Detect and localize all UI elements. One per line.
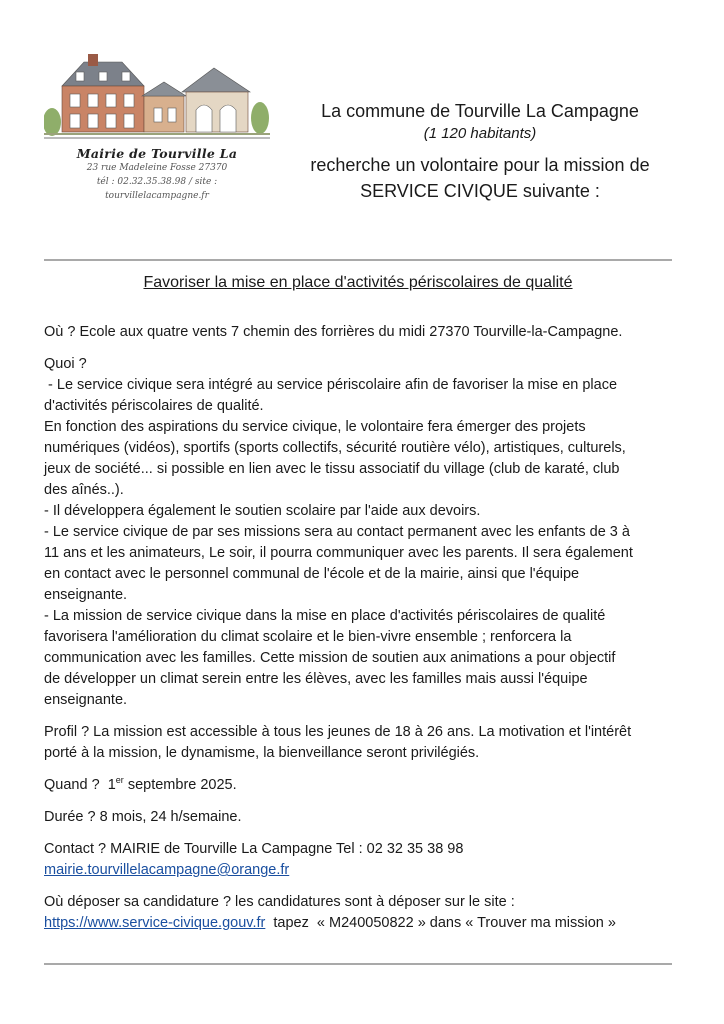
what-line: jeux de société... si possible en lien avec le tissu associatif du village (club de karaté, club	[44, 461, 620, 477]
what-line: en contact avec le personnel communal de l'école et de la mairie, ainsi que l'équipe	[44, 566, 580, 582]
what-line: - La mission de service civique dans la mise en place d'activités périscolaires de qualité	[44, 608, 606, 624]
what-line: enseignante.	[44, 692, 128, 708]
what-line: d'activités périscolaires de qualité.	[44, 398, 264, 414]
town-hall-illustration	[44, 52, 270, 140]
commune-title: La commune de Tourville La Campagne	[321, 101, 639, 121]
application-text: les candidatures sont à déposer sur le site :	[235, 894, 515, 910]
town-hall-phone: tél : 02.32.35.38.98 / site :	[96, 177, 218, 187]
location-label: Où ?	[44, 324, 76, 340]
profile-label: Profil ?	[44, 724, 90, 740]
when-label: Quand ?	[44, 777, 100, 793]
town-hall-drawing	[44, 52, 270, 140]
town-hall-info	[44, 146, 270, 203]
announcement-header	[280, 98, 680, 204]
service-civique-line: SERVICE CIVIQUE suivante :	[360, 181, 600, 201]
town-hall-name: Mairie de Tourville La	[76, 146, 238, 161]
location-text: Ecole aux quatre vents 7 chemin des forrières du midi 27370 Tourville-la-Campagne.	[79, 324, 623, 340]
contact-text: MAIRIE de Tourville La Campagne Tel : 02 32 35 38 98	[110, 841, 464, 857]
what-line: enseignante.	[44, 587, 128, 603]
what-line: - Il développera également le soutien scolaire par l'aide aux devoirs.	[44, 503, 481, 519]
contact-email-link[interactable]: mairie.tourvillelacampagne@orange.fr	[44, 862, 290, 878]
profile-text-1: La mission est accessible à tous les jeunes de 18 à 26 ans. La motivation et l'intérêt	[93, 724, 632, 740]
what-line: numériques (vidéos), sportifs (sports collectifs, sécurité routière vélo), artistiques, culturels,	[44, 440, 626, 456]
what-line: - Le service civique de par ses missions sera au contact permanent avec les enfants de 3 à	[44, 524, 630, 540]
what-lines	[44, 375, 684, 711]
town-hall-website: tourvillelacampagne.fr	[105, 191, 209, 201]
what-line: des aînés..).	[44, 482, 124, 498]
duration-label: Durée ?	[44, 809, 96, 825]
what-line: 11 ans et les animateurs, Le soir, il pourra communiquer avec les parents. Il sera également	[44, 545, 633, 561]
what-label: Quoi ?	[44, 356, 87, 372]
what-line: - Le service civique sera intégré au service périscolaire afin de favoriser la mise en place	[44, 377, 618, 393]
bottom-divider	[44, 963, 672, 965]
what-line: communication avec les familles. Cette mission de soutien aux animations a pour objectif	[44, 650, 616, 666]
population: (1 120 habitants)	[423, 125, 537, 142]
profile-line-1	[44, 722, 684, 743]
contact-email-line	[44, 860, 684, 881]
when-paragraph	[44, 775, 684, 796]
application-instructions: tapez « M240050822 » dans « Trouver ma mission »	[265, 915, 616, 931]
what-line: de développer un climat serein entre les élèves, avec les familles mais aussi l'équipe	[44, 671, 588, 687]
mission-title: Favoriser la mise en place d'activités périscolaires de qualité	[143, 274, 573, 291]
application-link-line	[44, 913, 684, 934]
when-date: septembre 2025.	[127, 777, 237, 793]
contact-paragraph	[44, 839, 684, 860]
application-paragraph	[44, 892, 684, 913]
contact-label: Contact ?	[44, 841, 107, 857]
what-line: favorisera l'amélioration du climat scolaire et le bien-vivre ensemble ; renforcera la	[44, 629, 572, 645]
mission-details	[44, 322, 684, 934]
profile-text-2: porté à la mission, le dynamisme, la bienveillance seront privilégiés.	[44, 745, 480, 761]
search-volunteer-line: recherche un volontaire pour la mission de	[310, 155, 650, 175]
application-label: Où déposer sa candidature ?	[44, 894, 232, 910]
duration-text: 8 mois, 24 h/semaine.	[99, 809, 242, 825]
top-divider	[44, 259, 672, 261]
duration-paragraph	[44, 807, 684, 828]
location-paragraph	[44, 322, 684, 343]
when-day: 1	[107, 777, 116, 793]
town-hall-address: 23 rue Madeleine Fosse 27370	[86, 163, 228, 173]
when-day-suffix: er	[115, 775, 124, 786]
service-civique-link[interactable]: https://www.service-civique.gouv.fr	[44, 915, 266, 931]
what-line: En fonction des aspirations du service civique, le volontaire fera émerger des projets	[44, 419, 586, 435]
